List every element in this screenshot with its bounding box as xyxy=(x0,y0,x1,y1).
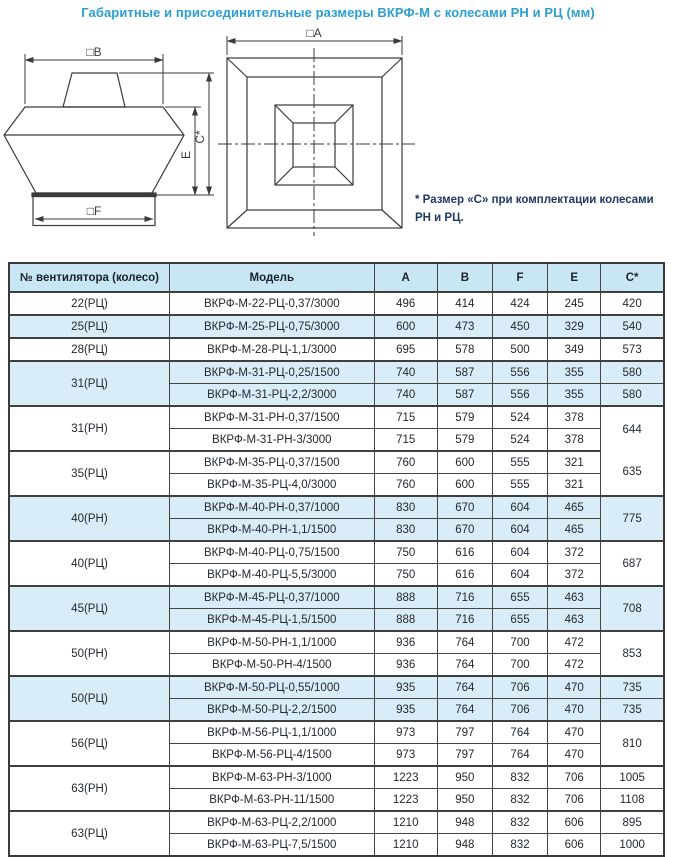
dim-a-cell: 935 xyxy=(374,676,437,699)
model-cell: ВКРФ-М-40-РЦ-5,5/3000 xyxy=(169,564,374,587)
dim-b-cell: 587 xyxy=(437,361,492,384)
dim-e-cell: 372 xyxy=(548,564,601,587)
dim-e-cell: 463 xyxy=(548,586,601,609)
dim-a-cell: 830 xyxy=(374,519,437,542)
fan-number-cell: 22(РЦ) xyxy=(9,292,169,315)
dim-a-cell: 600 xyxy=(374,315,437,338)
table-row xyxy=(9,541,664,564)
dim-f-cell: 604 xyxy=(492,541,547,564)
dim-e-cell: 706 xyxy=(548,766,601,789)
dim-b-cell: 414 xyxy=(437,292,492,315)
fan-number-cell: 63(РЦ) xyxy=(9,811,169,856)
table-row xyxy=(9,766,664,789)
dim-e-cell: 706 xyxy=(548,789,601,812)
dim-c-cell: 580 xyxy=(601,384,664,407)
model-cell: ВКРФ-М-50-РН-1,1/1000 xyxy=(169,631,374,654)
dim-f-cell: 524 xyxy=(492,406,547,429)
dim-c-cell-merged: 810 xyxy=(601,721,664,766)
dim-c-cell-merged: 853 xyxy=(601,631,664,676)
dim-c-cell: 1005 xyxy=(601,766,664,789)
table-row xyxy=(9,292,664,315)
fan-number-cell: 56(РЦ) xyxy=(9,721,169,766)
fan-number-cell: 35(РЦ) xyxy=(9,451,169,496)
model-cell: ВКРФ-М-63-РН-3/1000 xyxy=(169,766,374,789)
dim-b-cell: 716 xyxy=(437,609,492,632)
dim-e-cell: 321 xyxy=(548,451,601,474)
dim-c-cell: 735 xyxy=(601,676,664,699)
model-cell: ВКРФ-М-50-РЦ-0,55/1000 xyxy=(169,676,374,699)
dim-b-cell: 587 xyxy=(437,384,492,407)
model-cell: ВКРФ-М-31-РН-0,37/1500 xyxy=(169,406,374,429)
dim-a-cell: 760 xyxy=(374,474,437,497)
dim-a-cell: 1223 xyxy=(374,766,437,789)
dim-b-cell: 764 xyxy=(437,699,492,722)
dim-f-cell: 655 xyxy=(492,609,547,632)
dim-f-cell: 450 xyxy=(492,315,547,338)
dim-f-cell: 604 xyxy=(492,564,547,587)
fan-number-cell: 40(РЦ) xyxy=(9,541,169,586)
dim-e-cell: 606 xyxy=(548,811,601,834)
model-cell: ВКРФ-М-31-РЦ-0,25/1500 xyxy=(169,361,374,384)
model-cell: ВКРФ-М-50-РН-4/1500 xyxy=(169,654,374,677)
dim-c-cell-merged: 687 xyxy=(601,541,664,586)
dim-b-cell: 797 xyxy=(437,721,492,744)
model-cell: ВКРФ-М-63-РЦ-2,2/1000 xyxy=(169,811,374,834)
dim-a-cell: 1210 xyxy=(374,834,437,857)
dim-e-cell: 465 xyxy=(548,519,601,542)
dim-b-cell: 764 xyxy=(437,654,492,677)
dim-e-cell: 463 xyxy=(548,609,601,632)
dim-a-cell: 695 xyxy=(374,338,437,361)
dim-c-shared-value: 644 xyxy=(622,424,642,436)
fan-number-cell: 63(РН) xyxy=(9,766,169,811)
table-row xyxy=(9,676,664,699)
dim-e-cell: 355 xyxy=(548,384,601,407)
model-cell: ВКРФ-М-40-РН-1,1/1500 xyxy=(169,519,374,542)
dim-f-cell: 764 xyxy=(492,721,547,744)
fan-number-cell: 50(РН) xyxy=(9,631,169,676)
dim-a-cell: 888 xyxy=(374,609,437,632)
dim-a-cell: 936 xyxy=(374,654,437,677)
fan-number-cell: 25(РЦ) xyxy=(9,315,169,338)
dim-c-cell: 573 xyxy=(601,338,664,361)
model-cell: ВКРФ-М-35-РЦ-0,37/1500 xyxy=(169,451,374,474)
dim-e-cell: 372 xyxy=(548,541,601,564)
dim-c-cell-merged: 708 xyxy=(601,586,664,631)
table-row xyxy=(9,315,664,338)
dim-e-cell: 378 xyxy=(548,406,601,429)
dim-f-cell: 500 xyxy=(492,338,547,361)
dim-a-cell: 715 xyxy=(374,406,437,429)
model-cell: ВКРФ-М-40-РН-0,37/1000 xyxy=(169,496,374,519)
dim-a-cell: 830 xyxy=(374,496,437,519)
dim-a-cell: 496 xyxy=(374,292,437,315)
dim-f-cell: 555 xyxy=(492,451,547,474)
dim-e-cell: 470 xyxy=(548,744,601,767)
table-row xyxy=(9,361,664,384)
fan-number-cell: 31(РН) xyxy=(9,406,169,451)
dim-label-e: E xyxy=(179,150,193,160)
col-header-e: E xyxy=(548,263,601,292)
dim-f-cell: 706 xyxy=(492,676,547,699)
dim-b-cell: 764 xyxy=(437,676,492,699)
dim-f-cell: 556 xyxy=(492,384,547,407)
fan-number-cell: 50(РЦ) xyxy=(9,676,169,721)
table-row xyxy=(9,631,664,654)
dim-e-cell: 470 xyxy=(548,721,601,744)
dim-b-cell: 473 xyxy=(437,315,492,338)
dim-e-cell: 472 xyxy=(548,654,601,677)
dim-b-cell: 764 xyxy=(437,631,492,654)
dim-b-cell: 797 xyxy=(437,744,492,767)
col-header-c: C* xyxy=(601,263,664,292)
dim-a-cell: 936 xyxy=(374,631,437,654)
dim-a-cell: 750 xyxy=(374,541,437,564)
dim-e-cell: 470 xyxy=(548,676,601,699)
dim-label-c: C* xyxy=(193,130,207,144)
dim-e-cell: 465 xyxy=(548,496,601,519)
footnote-line2: РН и РЦ. xyxy=(415,211,464,224)
dimensions-table xyxy=(8,262,665,857)
dim-label-a: □A xyxy=(306,28,322,40)
table-row xyxy=(9,496,664,519)
dim-c-cell: 540 xyxy=(601,315,664,338)
dim-c-cell: 895 xyxy=(601,811,664,834)
dim-b-cell: 578 xyxy=(437,338,492,361)
dim-f-cell: 700 xyxy=(492,631,547,654)
dim-f-cell: 524 xyxy=(492,429,547,452)
dim-b-cell: 950 xyxy=(437,789,492,812)
dim-a-cell: 715 xyxy=(374,429,437,452)
table-row xyxy=(9,451,664,474)
dim-label-f: □F xyxy=(86,204,102,218)
header-row xyxy=(9,263,664,292)
fan-number-cell: 31(РЦ) xyxy=(9,361,169,406)
table-row xyxy=(9,811,664,834)
dim-a-cell: 973 xyxy=(374,744,437,767)
fan-number-cell: 40(РН) xyxy=(9,496,169,541)
fan-number-cell: 28(РЦ) xyxy=(9,338,169,361)
dim-f-cell: 764 xyxy=(492,744,547,767)
col-header-f: F xyxy=(492,263,547,292)
dim-e-cell: 355 xyxy=(548,361,601,384)
dim-b-cell: 950 xyxy=(437,766,492,789)
dim-c-cell: 735 xyxy=(601,699,664,722)
dim-f-cell: 556 xyxy=(492,361,547,384)
table-row xyxy=(9,586,664,609)
dim-f-cell: 604 xyxy=(492,519,547,542)
dim-f-cell: 424 xyxy=(492,292,547,315)
dim-c-cell: 580 xyxy=(601,361,664,384)
fan-side-view-drawing xyxy=(2,40,217,240)
page-title: Габаритные и присоединительные размеры ВКРФ-М с колесами РН и РЦ (мм) xyxy=(81,5,595,20)
col-header-fan-number: № вентилятора (колесо) xyxy=(9,263,169,292)
dim-b-cell: 600 xyxy=(437,474,492,497)
dim-c-cell: 1108 xyxy=(601,789,664,812)
model-cell: ВКРФ-М-45-РЦ-0,37/1000 xyxy=(169,586,374,609)
dim-f-cell: 604 xyxy=(492,496,547,519)
model-cell: ВКРФ-М-56-РЦ-4/1500 xyxy=(169,744,374,767)
dim-f-cell: 555 xyxy=(492,474,547,497)
table-row xyxy=(9,406,664,429)
dim-f-cell: 706 xyxy=(492,699,547,722)
model-cell: ВКРФ-М-40-РЦ-0,75/1500 xyxy=(169,541,374,564)
dim-f-cell: 832 xyxy=(492,834,547,857)
dim-c-shared-value: 635 xyxy=(622,466,642,478)
dim-b-cell: 670 xyxy=(437,519,492,542)
dim-b-cell: 579 xyxy=(437,429,492,452)
col-header-a: A xyxy=(374,263,437,292)
model-cell: ВКРФ-М-56-РЦ-1,1/1000 xyxy=(169,721,374,744)
dim-a-cell: 740 xyxy=(374,384,437,407)
dim-b-cell: 600 xyxy=(437,451,492,474)
dim-a-cell: 750 xyxy=(374,564,437,587)
model-cell: ВКРФ-М-63-РЦ-7,5/1500 xyxy=(169,834,374,857)
dim-f-cell: 655 xyxy=(492,586,547,609)
dim-c-cell: 1000 xyxy=(601,834,664,857)
dim-label-b: □B xyxy=(86,45,102,59)
dim-b-cell: 579 xyxy=(437,406,492,429)
dim-a-cell: 740 xyxy=(374,361,437,384)
dim-b-cell: 616 xyxy=(437,541,492,564)
dim-e-cell: 321 xyxy=(548,474,601,497)
dim-b-cell: 948 xyxy=(437,811,492,834)
model-cell: ВКРФ-М-45-РЦ-1,5/1500 xyxy=(169,609,374,632)
model-cell: ВКРФ-М-50-РЦ-2,2/1500 xyxy=(169,699,374,722)
dim-c-cell-shared xyxy=(601,406,664,496)
model-cell: ВКРФ-М-22-РЦ-0,37/3000 xyxy=(169,292,374,315)
dim-b-cell: 948 xyxy=(437,834,492,857)
dim-f-cell: 700 xyxy=(492,654,547,677)
dim-b-cell: 670 xyxy=(437,496,492,519)
model-cell: ВКРФ-М-35-РЦ-4,0/3000 xyxy=(169,474,374,497)
footnote-line1: * Размер «С» при комплектации колесами xyxy=(415,194,654,206)
dim-f-cell: 832 xyxy=(492,811,547,834)
fan-top-view-drawing xyxy=(218,28,418,240)
table-row xyxy=(9,338,664,361)
col-header-b: B xyxy=(437,263,492,292)
dim-f-cell: 832 xyxy=(492,789,547,812)
table-row xyxy=(9,721,664,744)
dim-a-cell: 888 xyxy=(374,586,437,609)
dim-a-cell: 973 xyxy=(374,721,437,744)
model-cell: ВКРФ-М-25-РЦ-0,75/3000 xyxy=(169,315,374,338)
dim-e-cell: 378 xyxy=(548,429,601,452)
dim-e-cell: 329 xyxy=(548,315,601,338)
dim-a-cell: 1210 xyxy=(374,811,437,834)
dim-c-cell: 420 xyxy=(601,292,664,315)
model-cell: ВКРФ-М-31-РЦ-2,2/3000 xyxy=(169,384,374,407)
footnote xyxy=(415,192,667,228)
model-cell: ВКРФ-М-31-РН-3/3000 xyxy=(169,429,374,452)
dim-e-cell: 245 xyxy=(548,292,601,315)
col-header-model: Модель xyxy=(169,263,374,292)
dim-e-cell: 606 xyxy=(548,834,601,857)
dim-b-cell: 616 xyxy=(437,564,492,587)
fan-number-cell: 45(РЦ) xyxy=(9,586,169,631)
model-cell: ВКРФ-М-63-РН-11/1500 xyxy=(169,789,374,812)
dim-e-cell: 349 xyxy=(548,338,601,361)
dim-a-cell: 1223 xyxy=(374,789,437,812)
dim-e-cell: 470 xyxy=(548,699,601,722)
fan-body-outline xyxy=(4,73,184,226)
dim-e-cell: 472 xyxy=(548,631,601,654)
dim-c-cell-merged: 775 xyxy=(601,496,664,541)
fan-cowl xyxy=(4,107,184,193)
dim-a-cell: 760 xyxy=(374,451,437,474)
dim-b-cell: 716 xyxy=(437,586,492,609)
dim-a-cell: 935 xyxy=(374,699,437,722)
dim-f-cell: 832 xyxy=(492,766,547,789)
model-cell: ВКРФ-М-28-РЦ-1,1/3000 xyxy=(169,338,374,361)
motor-cap xyxy=(63,73,125,107)
